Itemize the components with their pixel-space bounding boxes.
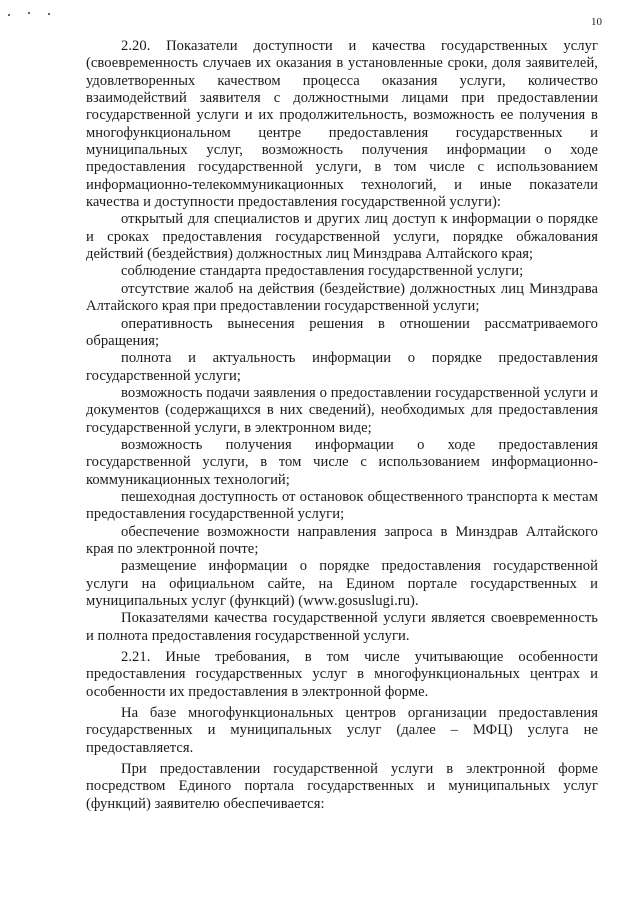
paragraph-2-20: 2.20. Показатели доступности и качества государственных услуг (своевременность случаев их оказания в установленные сроки, доля заявителей, удовлетворенных качеством процесса оказания услуги, количество взаимодействий заявителя с должностными лицами при предоставлении государственной услуги и их продолжительность, возможность ее получения в многофункциональном центре предоставления государственных и муниципальных услуг, возможность получения информации о ходе предоставления государственной услуги, в том числе с использованием информационно-телекоммуникационных технологий, и иные показатели качества и доступности предоставления государственной услуги):: [86, 38, 598, 211]
list-item-status-information: возможность получения информации о ходе предоставления государственной услуги, в том числе с использованием информационно-коммуникационных технологий;: [86, 436, 598, 488]
list-item-website-information: размещение информации о порядке предоставления государственной услуги на официальном сайте, на Едином портале государственных и муниципальных услуг (функций) (www.gosuslugi.ru).: [86, 558, 598, 609]
list-item-email-request: обеспечение возможности направления запроса в Минздрав Алтайского края по электронной почте;: [86, 523, 598, 557]
document-body: [86, 38, 598, 813]
paragraph-2-21: 2.21. Иные требования, в том числе учитывающие особенности предоставления государственных услуг в многофункциональных центрах и особенности их предоставления в электронной форме.: [86, 649, 598, 700]
scan-speck: [48, 13, 50, 15]
scan-speck: [28, 12, 30, 14]
page-number: 10: [591, 16, 602, 28]
list-item-decision-speed: оперативность вынесения решения в отношении рассматриваемого обращения;: [86, 315, 598, 349]
paragraph-quality-indicators: Показателями качества государственной услуги является своевременность и полнота предоставления государственной услуги.: [86, 610, 598, 644]
list-item-information-completeness: полнота и актуальность информации о порядке предоставления государственной услуги;: [86, 350, 598, 384]
list-item-no-complaints: отсутствие жалоб на действия (бездействие) должностных лиц Минздрава Алтайского края при предоставлении государственной услуги;: [86, 280, 598, 315]
list-item-standard-compliance: соблюдение стандарта предоставления государственной услуги;: [121, 263, 524, 280]
paragraph-electronic-form: При предоставлении государственной услуги в электронной форме посредством Единого портала государственных и муниципальных услуг (функций) заявителю обеспечивается:: [86, 761, 598, 812]
paragraph-mfc: На базе многофункциональных центров организации предоставления государственных и муниципальных услуг (далее – МФЦ) услуга не предоставляется.: [86, 705, 598, 756]
list-item-electronic-application: возможность подачи заявления о предоставлении государственной услуги и документов (содержащихся в них сведений), необходимых для предоставления государственной услуги, в электронном виде;: [86, 384, 598, 436]
list-item-open-access: открытый для специалистов и других лиц доступ к информации о порядке и сроках предоставления государственной услуги, порядке обжалования действий (бездействия) должностных лиц Минздрава Алтайского края;: [86, 211, 598, 263]
scan-speck: [8, 14, 10, 16]
list-item-pedestrian-access: пешеходная доступность от остановок общественного транспорта к местам предоставления государственной услуги;: [86, 488, 598, 523]
